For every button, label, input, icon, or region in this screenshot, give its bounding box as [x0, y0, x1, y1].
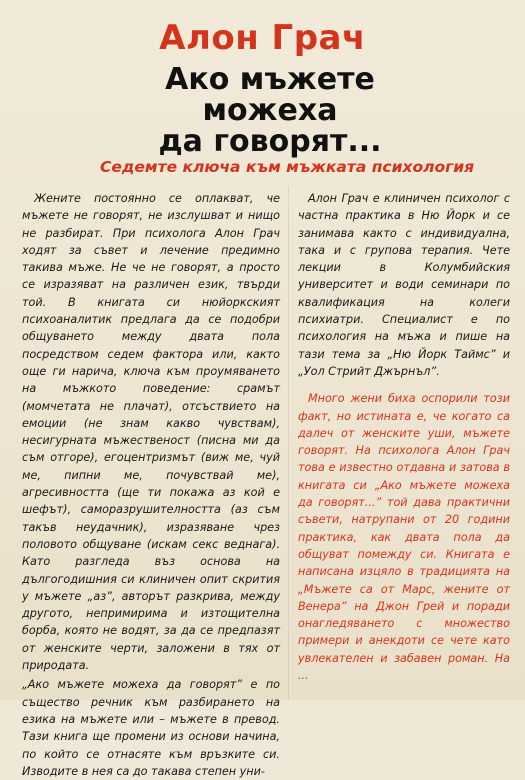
author-bio: Алон Грач е клиничен психолог с частна практика в Ню Йорк и се занимава както с индивидуална, така и с групова терапия. Чете лекции в Колумбийския университет и води семинари по квалификация на колеги психиатри. Специалист е по психология на мъжа и пише на тази тема за „Ню Йорк Таймс” и „Уол Стрийт Джърнъл”.	[298, 192, 510, 378]
title-line-2: можеха	[202, 93, 338, 128]
description-column	[22, 190, 280, 780]
title-line-1: Ако мъжете	[165, 62, 375, 97]
author-column	[298, 190, 510, 684]
book-subtitle: Седемте ключа към мъжката психология	[100, 158, 475, 176]
description-paragraph-2: „Ако мъжете можеха да говорят” е по същество речник към разбирането на езика на мъжете или – мъжете в превод. Тази книга ще промени из основи начина, по който се отнасяте към връзките си. Изводите в нея са до такава степен уни-	[22, 678, 280, 778]
column-divider	[288, 186, 289, 700]
author-name: Алон Грач	[159, 18, 366, 58]
title-line-3: да говорят...	[158, 124, 382, 159]
description-paragraph-1: Жените постоянно се оплакват, че мъжете не говорят, не изслушват и нищо не разбират. При психолога Алон Грач ходят за съвет и лечение предимно такива мъже. Не че не говорят, а просто се изразяват на различен език, твърди той. В книгата си нюйоркският психоаналитик предлага да се подобри общуването между двата пола посредством седем фактора или, както още ги нарича, ключа към проумяването на мъжкото поведение: срамът (момчетата не плачат), отсъствието на емоции (не знам какво чувствам), несигурната мъжественост (писна ми да съм отгоре), егоцентризмът (виж ме, чуй ме, пипни ме, почувствай ме), агресивността (ще ти покажа аз кой е шефът), саморазрушителността (аз съм такъв неудачник), изразяване чрез половото общуване (искам секс веднага). Като разгледа въз основа на дългогодишния си клиничен опит скрития у мъжете „аз”, авторът разкрива, между другото, непримирима и изтощителна борба, която не водят, за да се предпазят от женските черти, заложени в тях от природата.	[22, 192, 280, 673]
promo-quote: Много жени биха оспорили този факт, но истината е, че когато са далеч от женските уши, мъжете говорят. На психолога Алон Грач това е известно отдавна и затова в книгата си „Ако мъжете можеха да говорят...” той дава практични съвети, натрупани от 20 години практика, как двата пола да общуват помежду си. Книгата е написана изцяло в традицията на „Мъжете са от Марс, жените от Венера” на Джон Грей и поради онагледяването с множество примери и анекдоти се чете като увлекателен и забавен роман. На ...	[298, 392, 510, 683]
book-title	[120, 64, 420, 157]
